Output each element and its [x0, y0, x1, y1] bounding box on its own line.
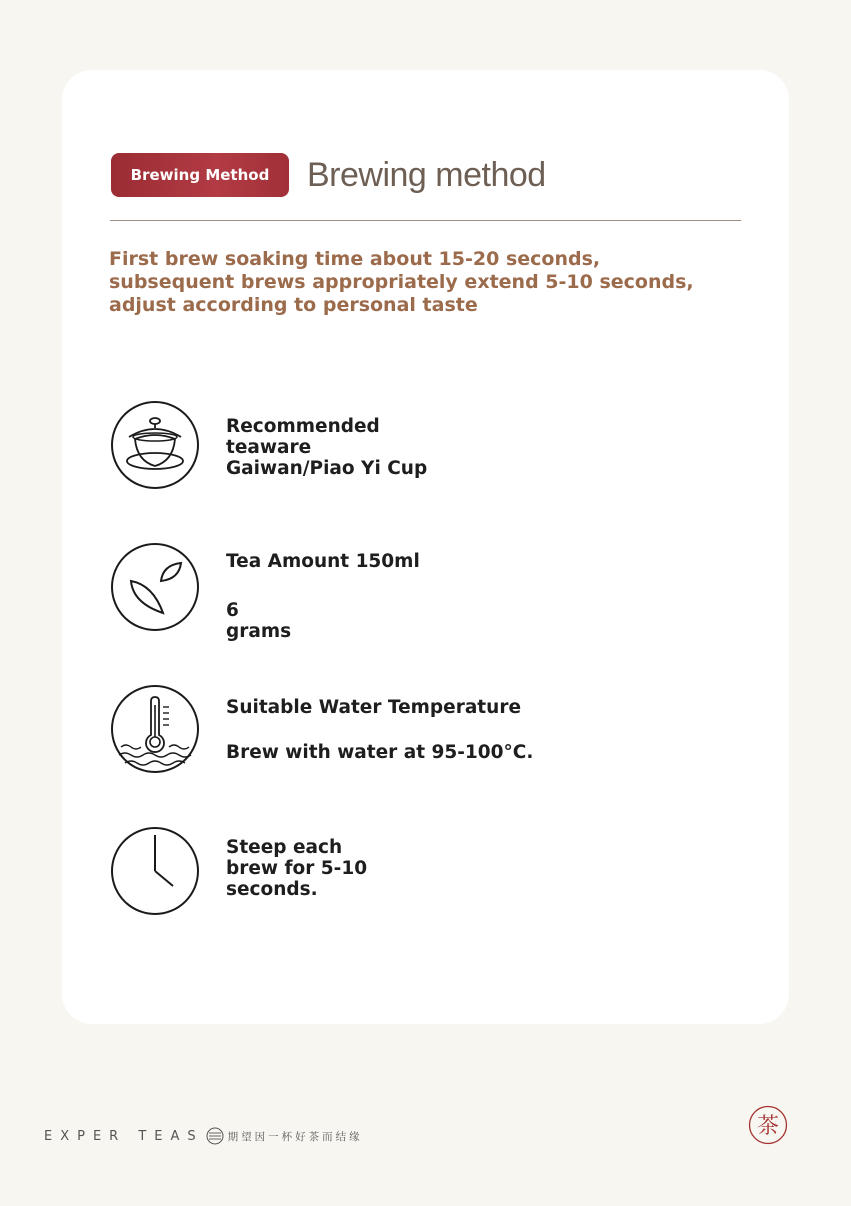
svg-text:茶: 茶 — [756, 1114, 780, 1139]
tea-amount-value: 6 — [226, 600, 239, 621]
tea-seal-logo — [748, 1105, 788, 1145]
brand-name: EXPER TEAS — [44, 1128, 204, 1144]
thermometer-water-icon — [111, 685, 199, 773]
water-temperature-value: Brew with water at 95-100°C. — [226, 742, 534, 763]
gaiwan-icon — [111, 401, 199, 489]
teaware-value: Gaiwan/Piao Yi Cup — [226, 458, 428, 479]
brand-mark-icon — [206, 1127, 224, 1145]
teaware-label-2: teaware — [226, 437, 312, 458]
tea-leaves-icon — [111, 543, 199, 631]
steep-time-line-3: seconds. — [226, 879, 318, 900]
steep-time-line-1: Steep each — [226, 837, 343, 858]
brewing-description: First brew soaking time about 15-20 seconds, subsequent brews appropriately extend 5-10 seconds, adjust according to personal taste — [109, 248, 694, 316]
tea-amount-label: Tea Amount 150ml — [226, 551, 420, 572]
steep-time-info — [226, 837, 367, 900]
footer-brand — [44, 1127, 363, 1145]
steep-time-line-2: brew for 5-10 — [226, 858, 368, 879]
teaware-label: Recommended — [226, 416, 380, 437]
page-title: Brewing method — [307, 156, 546, 194]
water-temperature-label: Suitable Water Temperature — [226, 697, 521, 718]
tea-amount-info — [226, 551, 420, 642]
brand-slogan: 期望因一杯好茶而结缘 — [227, 1130, 363, 1143]
clock-icon — [111, 827, 199, 915]
water-temperature-info — [226, 697, 533, 763]
tea-amount-unit: grams — [226, 621, 292, 642]
divider — [110, 220, 741, 221]
section-badge: Brewing Method — [111, 153, 289, 197]
teaware-info — [226, 416, 427, 479]
